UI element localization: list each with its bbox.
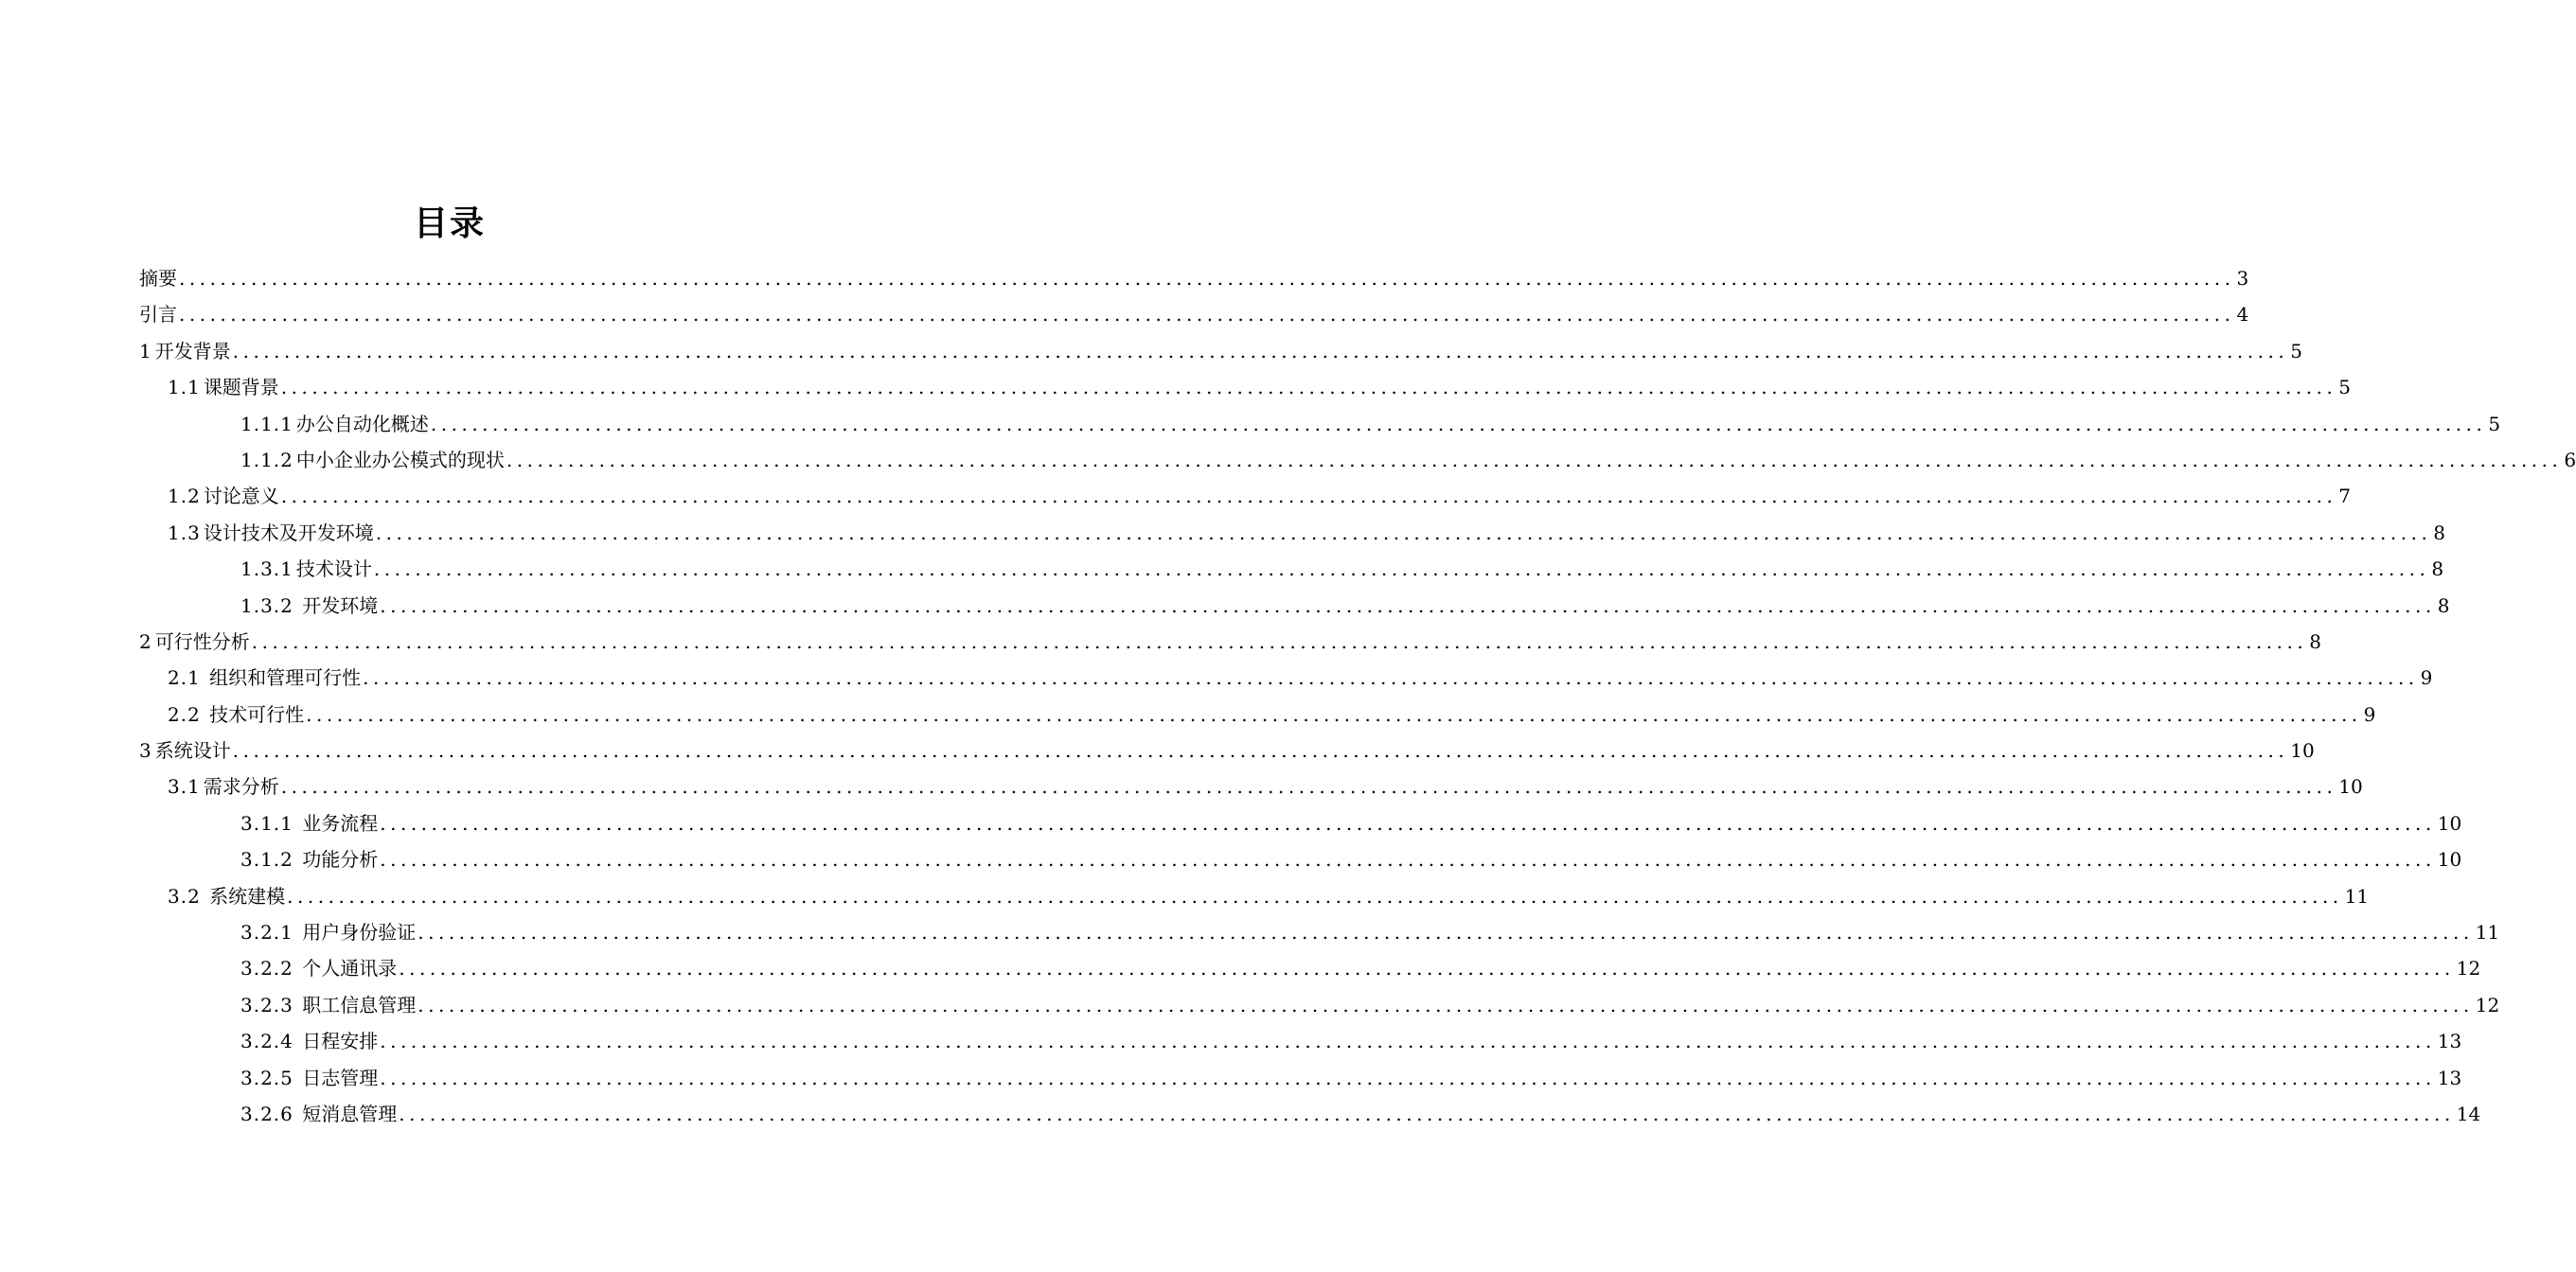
toc-entry-text: 课题背景 [203, 376, 279, 399]
toc-entry[interactable] [0, 697, 2376, 733]
toc-entry-number: 3.2.5 [240, 1066, 293, 1089]
toc-entry-text: 功能分析 [295, 848, 379, 872]
toc-page-number: 10 [2437, 848, 2462, 872]
toc-entry[interactable] [0, 1060, 2462, 1096]
toc-entry-text: 设计技术及开发环境 [203, 521, 374, 544]
toc-dot-leader: ........................................................................................................................................................................................................ [251, 629, 2308, 653]
toc-page-number: 5 [2488, 412, 2501, 435]
toc-entry-text: 引言 [139, 303, 177, 327]
toc-entry-label [168, 660, 361, 696]
toc-dot-leader: ........................................................................................................................................................................................................ [280, 775, 2337, 799]
toc-entry[interactable] [0, 515, 2446, 551]
toc-entry-label [139, 260, 177, 296]
toc-entry-label [240, 950, 397, 986]
toc-entry-label [168, 878, 285, 914]
toc-entry-label [240, 1060, 378, 1096]
toc-entry-number: 2.1 [168, 666, 201, 690]
toc-page-number: 13 [2437, 1030, 2462, 1053]
toc-entry[interactable] [0, 987, 2500, 1023]
toc-entry-number: 3 [139, 739, 152, 763]
toc-entry-text: 开发背景 [154, 339, 231, 362]
toc-entry-label [240, 406, 429, 442]
toc-entry-number: 2.2 [168, 702, 201, 726]
toc-entry-number: 3.1.2 [240, 848, 293, 872]
toc-entry[interactable] [0, 296, 2249, 332]
toc-entry-number: 3.2.3 [240, 993, 293, 1016]
toc-entry-number: 1.1.1 [240, 412, 293, 435]
toc-entry-number: 1.3.1 [240, 557, 293, 581]
toc-entry-number: 2 [139, 629, 152, 653]
toc-entry-label [168, 768, 279, 804]
toc-entry-label [168, 697, 304, 733]
toc-entry[interactable] [0, 551, 2444, 587]
toc-entry-text: 需求分析 [203, 775, 279, 799]
toc-page-number: 12 [2475, 993, 2500, 1016]
toc-page-number: 9 [2420, 666, 2433, 690]
page-title: 目录 [413, 204, 486, 243]
toc-entry-number: 1.1 [168, 376, 201, 399]
toc-entry-label [168, 478, 279, 514]
toc-dot-leader: ........................................................................................................................................................................................................ [306, 702, 2362, 726]
toc-entry-label [240, 442, 505, 478]
toc-dot-leader: ........................................................................................................................................................................................................ [232, 339, 2289, 362]
toc-entry-text: 开发环境 [295, 593, 379, 617]
toc-entry-text: 业务流程 [295, 811, 379, 835]
toc-entry-text: 组织和管理可行性 [203, 666, 362, 690]
toc-entry-text: 职工信息管理 [295, 993, 417, 1016]
toc-dot-leader: ........................................................................................................................................................................................................ [363, 666, 2419, 690]
toc-entry-text: 系统设计 [154, 739, 231, 763]
toc-page-number: 3 [2236, 267, 2249, 290]
toc-entry-number: 1 [139, 339, 152, 362]
toc-entry-number: 3.2.4 [240, 1030, 293, 1053]
toc-entry[interactable] [0, 768, 2363, 804]
toc-entry-text: 讨论意义 [203, 485, 279, 508]
toc-dot-leader: ........................................................................................................................................................................................................ [380, 811, 2436, 835]
toc-entry-text: 用户身份验证 [295, 921, 417, 945]
toc-dot-leader: ........................................................................................................................................................................................................ [506, 448, 2563, 471]
toc-entry[interactable] [0, 660, 2433, 696]
toc-entry-label [168, 515, 374, 551]
toc-entry[interactable] [0, 878, 2370, 914]
toc-page-number: 11 [2344, 884, 2370, 908]
toc-dot-leader: ........................................................................................................................................................................................................ [179, 267, 2235, 290]
toc-entry-number: 3.1 [168, 775, 201, 799]
toc-entry-text: 系统建模 [203, 884, 286, 908]
toc-entry-text: 个人通讯录 [295, 957, 398, 980]
toc-page-number: 8 [2433, 521, 2446, 544]
toc-dot-leader: ........................................................................................................................................................................................................ [417, 921, 2474, 945]
toc-entry-number: 1.3 [168, 521, 201, 544]
toc-entry[interactable] [0, 733, 2315, 768]
toc-page-number: 6 [2564, 448, 2576, 471]
toc-entry-number: 3.2.1 [240, 921, 293, 945]
toc-entry-label [240, 1096, 397, 1132]
toc-entry-label [240, 987, 416, 1023]
toc-entry-number: 3.1.1 [240, 811, 293, 835]
toc-page-number: 14 [2456, 1102, 2481, 1125]
toc-dot-leader: ........................................................................................................................................................................................................ [375, 521, 2432, 544]
toc-dot-leader: ........................................................................................................................................................................................................ [399, 1102, 2455, 1125]
toc-dot-leader: ........................................................................................................................................................................................................ [380, 593, 2436, 617]
toc-dot-leader: ........................................................................................................................................................................................................ [399, 957, 2455, 980]
toc-entry-label [139, 333, 231, 369]
toc-entry-text: 日志管理 [295, 1066, 379, 1089]
toc-page-number: 10 [2338, 775, 2363, 799]
toc-entry-label [139, 733, 231, 768]
toc-entry-label [168, 369, 279, 405]
toc-page-number: 5 [2338, 376, 2352, 399]
toc-entry-label [240, 588, 378, 624]
toc-dot-leader: ........................................................................................................................................................................................................ [232, 739, 2289, 763]
toc-page-number: 7 [2338, 485, 2352, 508]
toc-entry[interactable] [0, 624, 2321, 660]
toc-page-number: 8 [2309, 629, 2321, 653]
toc-page-number: 10 [2437, 811, 2462, 835]
toc-page-number: 12 [2456, 957, 2481, 980]
toc-entry-text: 摘要 [139, 267, 177, 290]
toc-entry-label [240, 551, 372, 587]
toc-page-number: 5 [2290, 339, 2302, 362]
toc-entry-text: 技术可行性 [203, 702, 305, 726]
toc-page-number: 8 [2437, 593, 2450, 617]
toc-page-number: 4 [2236, 303, 2249, 327]
toc-dot-leader: ........................................................................................................................................................................................................ [373, 557, 2430, 581]
toc-entry[interactable] [0, 260, 2249, 296]
toc-entry-label [240, 1023, 378, 1059]
toc-dot-leader: ........................................................................................................................................................................................................ [380, 848, 2436, 872]
toc-page-number: 10 [2290, 739, 2315, 763]
toc-entry-label [139, 296, 177, 332]
toc-entry-number: 1.1.2 [240, 448, 293, 471]
toc-entry-number: 3.2.6 [240, 1102, 293, 1125]
toc-entry[interactable] [0, 333, 2302, 369]
toc-dot-leader: ........................................................................................................................................................................................................ [380, 1030, 2436, 1053]
toc-page-number: 9 [2363, 702, 2376, 726]
toc-entry-number: 1.3.2 [240, 593, 293, 617]
toc-entry-label [139, 624, 250, 660]
toc-entry[interactable] [0, 1096, 2481, 1132]
toc-dot-leader: ........................................................................................................................................................................................................ [430, 412, 2487, 435]
toc-entry[interactable] [0, 478, 2352, 514]
toc-dot-leader: ........................................................................................................................................................................................................ [380, 1066, 2436, 1089]
toc-entry[interactable] [0, 914, 2500, 950]
toc-entry[interactable] [0, 950, 2481, 986]
toc-dot-leader: ........................................................................................................................................................................................................ [280, 485, 2337, 508]
toc-entry[interactable] [0, 805, 2462, 841]
toc-entry[interactable] [0, 442, 2576, 478]
toc-dot-leader: ........................................................................................................................................................................................................ [417, 993, 2474, 1016]
toc-entry-text: 办公自动化概述 [295, 412, 429, 435]
toc-dot-leader: ........................................................................................................................................................................................................ [179, 303, 2235, 327]
toc-entry[interactable] [0, 841, 2462, 877]
toc-entry[interactable] [0, 406, 2501, 442]
toc-list [0, 260, 2576, 1132]
toc-entry[interactable] [0, 588, 2450, 624]
toc-entry-label [240, 914, 416, 950]
toc-entry-text: 日程安排 [295, 1030, 379, 1053]
toc-entry-text: 技术设计 [295, 557, 372, 581]
toc-page-number: 11 [2475, 921, 2500, 945]
toc-entry-text: 可行性分析 [154, 629, 250, 653]
toc-page-number: 13 [2437, 1066, 2462, 1089]
toc-entry[interactable] [0, 1023, 2462, 1059]
toc-entry-number: 1.2 [168, 485, 201, 508]
toc-entry-label [240, 805, 378, 841]
toc-entry-text: 短消息管理 [295, 1102, 398, 1125]
toc-entry-number: 3.2.2 [240, 957, 293, 980]
toc-entry[interactable] [0, 369, 2352, 405]
toc-entry-number: 3.2 [168, 884, 201, 908]
toc-dot-leader: ........................................................................................................................................................................................................ [280, 376, 2337, 399]
toc-entry-label [240, 841, 378, 877]
toc-dot-leader: ........................................................................................................................................................................................................ [287, 884, 2343, 908]
toc-entry-text: 中小企业办公模式的现状 [295, 448, 505, 471]
toc-page-number: 8 [2431, 557, 2444, 581]
